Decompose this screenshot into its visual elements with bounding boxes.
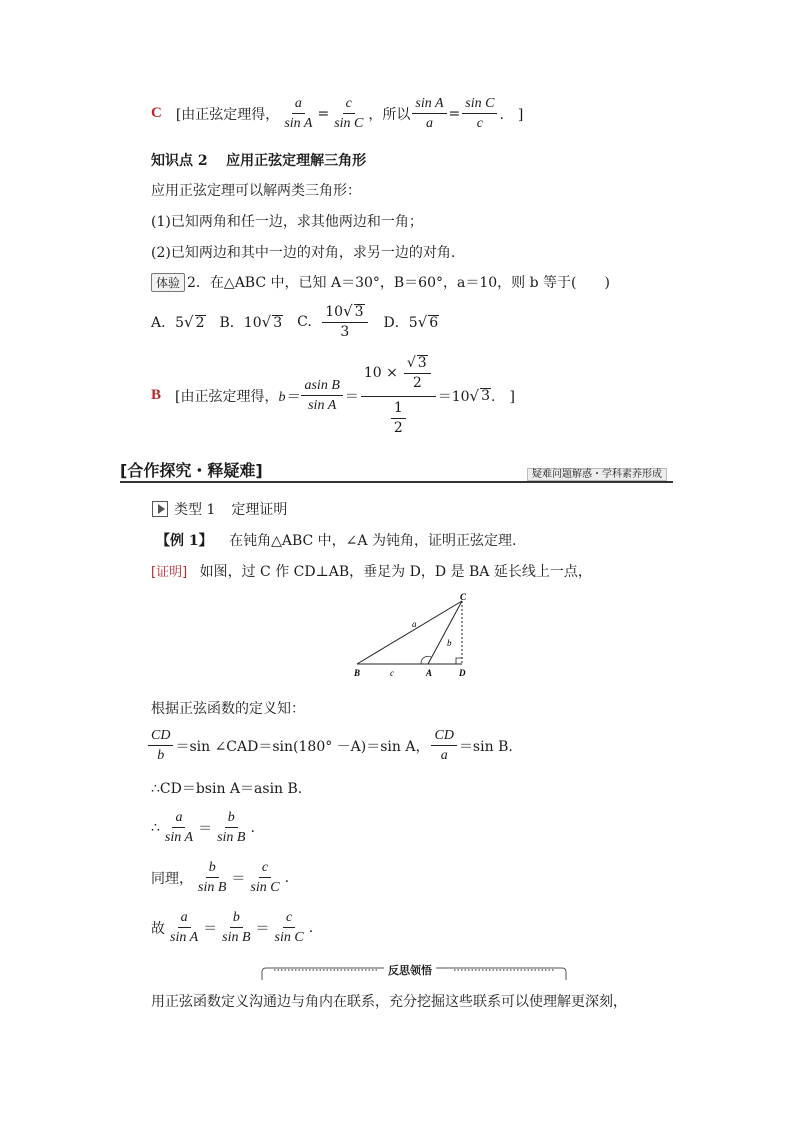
section-divider	[120, 481, 673, 483]
option-c: C. $\frac{10√ 3}{3}$	[297, 303, 369, 341]
reflect-label: 反思领悟	[384, 962, 436, 978]
fraction: $\frac{a}{\text{sin A}}$	[284, 96, 313, 132]
side-b	[428, 601, 462, 664]
triangle-figure	[340, 590, 490, 682]
option-d: D．5√ 6	[383, 312, 439, 331]
angle-arc	[421, 656, 431, 664]
label-c-vertex: C	[460, 592, 467, 602]
answer-2: B [由正弦定理得， b＝ $\frac{\text{asin B}}{\text{sin A}}$ ＝ 10 × $\frac{√ 3}{2}$ $\frac{1}{2}$ ＝10 √ 3 . ]	[151, 355, 515, 437]
label-d-vertex: D	[459, 668, 466, 678]
compound-fraction: 10 × $\frac{√ 3}{2}$ $\frac{1}{2}$	[361, 355, 436, 437]
label-side-b: b	[447, 638, 452, 648]
play-triangle-icon	[152, 501, 168, 517]
section-title: [合作探究・释疑难]	[120, 461, 263, 480]
label-a-vertex: A	[426, 668, 433, 678]
option-a: A．5√ 2	[151, 312, 205, 331]
reflect-text: 用正弦函数定义沟通边与角内在联系，充分挖掘这些联系可以使理解更深刻，	[151, 994, 627, 1010]
question-2	[151, 272, 610, 292]
label-b-vertex: B	[354, 668, 361, 678]
section-subtitle: 疑难问题解惑・学科素养形成	[527, 465, 667, 481]
fraction: $\frac{\text{asin B}}{\text{sin A}}$	[301, 378, 342, 414]
label-side-c: c	[390, 668, 394, 678]
proof-intro: [证明] 如图，过 C 作 CD⊥AB，垂足为 D，D 是 BA 延长线上一点，	[151, 564, 592, 580]
kp-line-2: (1)已知两角和任一边，求其他两边和一角；	[151, 214, 423, 230]
derive-line-5: 同理， $\frac{b}{\text{sin B}}$ ＝ $\frac{c}{\text{sin C}}$ .	[151, 860, 290, 896]
derive-line-1: 根据正弦函数的定义知：	[151, 701, 305, 717]
fraction: $\frac{\text{sin C}}{c}$	[462, 96, 497, 132]
knowledge-point-heading: 知识点 2 应用正弦定理解三角形	[151, 153, 367, 169]
type-1-heading: 类型 1 定理证明	[152, 499, 287, 519]
question-options	[151, 303, 439, 341]
derive-line-2: $\frac{CD}{b}$ ＝sin ∠CAD＝sin(180° －A)＝sin A， $\frac{CD}{a}$ ＝sin B.	[146, 728, 513, 764]
derive-line-6: 故 $\frac{a}{\text{sin A}}$ ＝ $\frac{b}{\text{sin B}}$ ＝ $\frac{c}{\text{sin C}}$ .	[151, 910, 314, 946]
fraction: $\frac{\text{sin A}}{a}$	[412, 96, 446, 132]
example-1: 【例 1】 在钝角△ABC 中，∠A 为钝角，证明正弦定理.	[156, 533, 517, 549]
answer-letter: C	[151, 105, 162, 122]
kp-line-3: (2)已知两边和其中一边的对角，求另一边的对角.	[151, 245, 456, 261]
question-text: 2．在△ABC 中，已知 A＝30°，B＝60°，a＝10，则 b 等于( )	[187, 275, 610, 291]
answer-letter: B	[151, 387, 162, 404]
option-b: B．10√ 3	[219, 312, 283, 331]
answer-text: [由正弦定理得，	[175, 106, 280, 123]
derive-line-3: ∴CD＝bsin A＝asin B.	[151, 781, 303, 797]
experience-tag: 体验	[151, 273, 185, 292]
right-angle-mark	[456, 658, 462, 664]
derive-line-4: ∴ $\frac{a}{\text{sin A}}$ ＝ $\frac{b}{\text{sin B}}$ .	[151, 810, 255, 846]
label-side-a: a	[412, 619, 417, 629]
kp-line-1: 应用正弦定理可以解两类三角形：	[151, 183, 361, 199]
answer-1: C [由正弦定理得， $\frac{a}{\text{sin A}}$ = $\frac{c}{\text{sin C}}$ ，所以 $\frac{\text{sin A}}{a}$ = $\frac{\text{sin C}}{c}$ . ]	[151, 96, 524, 132]
fraction: $\frac{c}{\text{sin C}}$	[334, 96, 364, 132]
side-a	[357, 601, 462, 664]
